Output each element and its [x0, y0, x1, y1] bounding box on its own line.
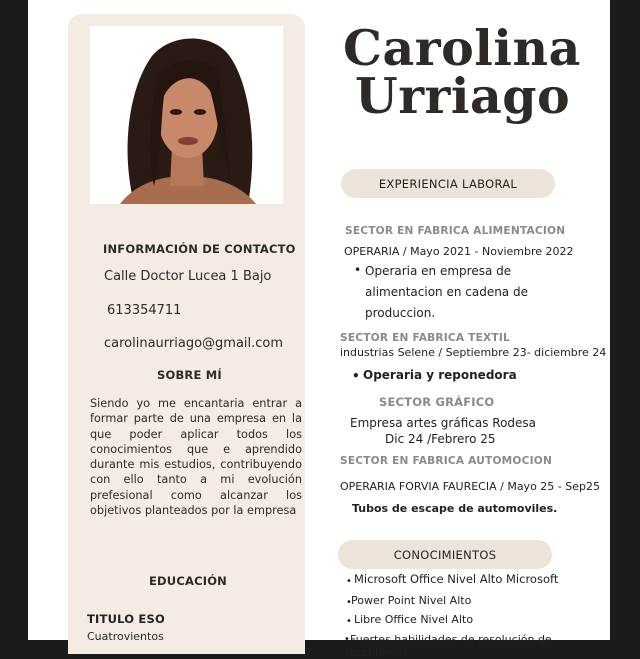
name-first: Carolina [343, 19, 581, 77]
bullet-icon: • [346, 576, 352, 587]
experience-heading: EXPERIENCIA LABORAL [341, 169, 555, 198]
sector-textil-role: industrias Selene / Septiembre 23- diciembre 24 [340, 346, 607, 359]
contact-phone: 613354711 [107, 303, 182, 318]
sector-grafico-title: SECTOR GRÁFICO [379, 395, 495, 409]
bullet-icon: • [352, 369, 360, 383]
sector-automocion-role: OPERARIA FORVIA FAURECIA / Mayo 25 - Sep25 [340, 480, 600, 493]
education-title: TITULO ESO [87, 612, 165, 626]
portrait-image [90, 26, 283, 204]
bullet-icon: • [344, 634, 350, 645]
education-heading: EDUCACIÓN [149, 574, 227, 588]
education-school: Cuatrovientos [87, 630, 164, 643]
about-text: Siendo yo me encantaria entrar a formar parte de una empresa en la que poder aplicar todos los conocimientos que e aprendido durante mis estudios, contribuyendo con ello tanto a mi evolución prefesional como alcanzar los objetivos planteados por la empresa [90, 397, 302, 518]
sector-alimentacion-title: SECTOR EN FABRICA ALIMENTACION [345, 225, 566, 237]
sector-textil-bullet: Operaria y reponedora [363, 368, 517, 382]
skill-item: Microsoft Office Nivel Alto Microsoft [354, 572, 559, 586]
contact-email[interactable]: carolinaurriago@gmail.com [104, 336, 284, 351]
sector-alimentacion-role: OPERARIA / Mayo 2021 - Noviembre 2022 [344, 245, 574, 258]
sector-grafico-company: Empresa artes gráficas Rodesa [350, 416, 537, 430]
skills-heading: CONOCIMIENTOS [338, 540, 552, 569]
skill-item: Libre Office Nivel Alto [354, 613, 474, 626]
resume-page [28, 0, 610, 659]
sidebar [68, 14, 305, 654]
name-last: Urriago [355, 67, 571, 125]
sector-textil-title: SECTOR EN FABRICA TEXTIL [340, 332, 510, 344]
sector-alimentacion-bullet-1: Operaria en empresa de [365, 264, 512, 278]
bullet-icon: • [346, 616, 352, 627]
sector-alimentacion-bullet-2: alimentacion en cadena de [365, 285, 528, 299]
skill-item: Fuertes habilidades de resolución de problemas [350, 633, 552, 659]
skill-item: Power Point Nivel Alto [351, 594, 472, 607]
contact-address: Calle Doctor Lucea 1 Bajo [104, 269, 272, 284]
sector-alimentacion-bullet-3: produccion. [365, 306, 436, 320]
about-heading: SOBRE MÍ [157, 368, 222, 382]
sector-automocion-title: SECTOR EN FABRICA AUTOMOCION [340, 455, 553, 467]
sector-grafico-dates: Dic 24 /Febrero 25 [385, 432, 496, 446]
profile-photo [90, 26, 283, 204]
sector-automocion-detail: Tubos de escape de automoviles. [352, 502, 558, 515]
contact-heading: INFORMACIÓN DE CONTACTO [103, 242, 296, 256]
bullet-icon: • [346, 597, 352, 608]
bullet-icon: • [354, 263, 362, 277]
